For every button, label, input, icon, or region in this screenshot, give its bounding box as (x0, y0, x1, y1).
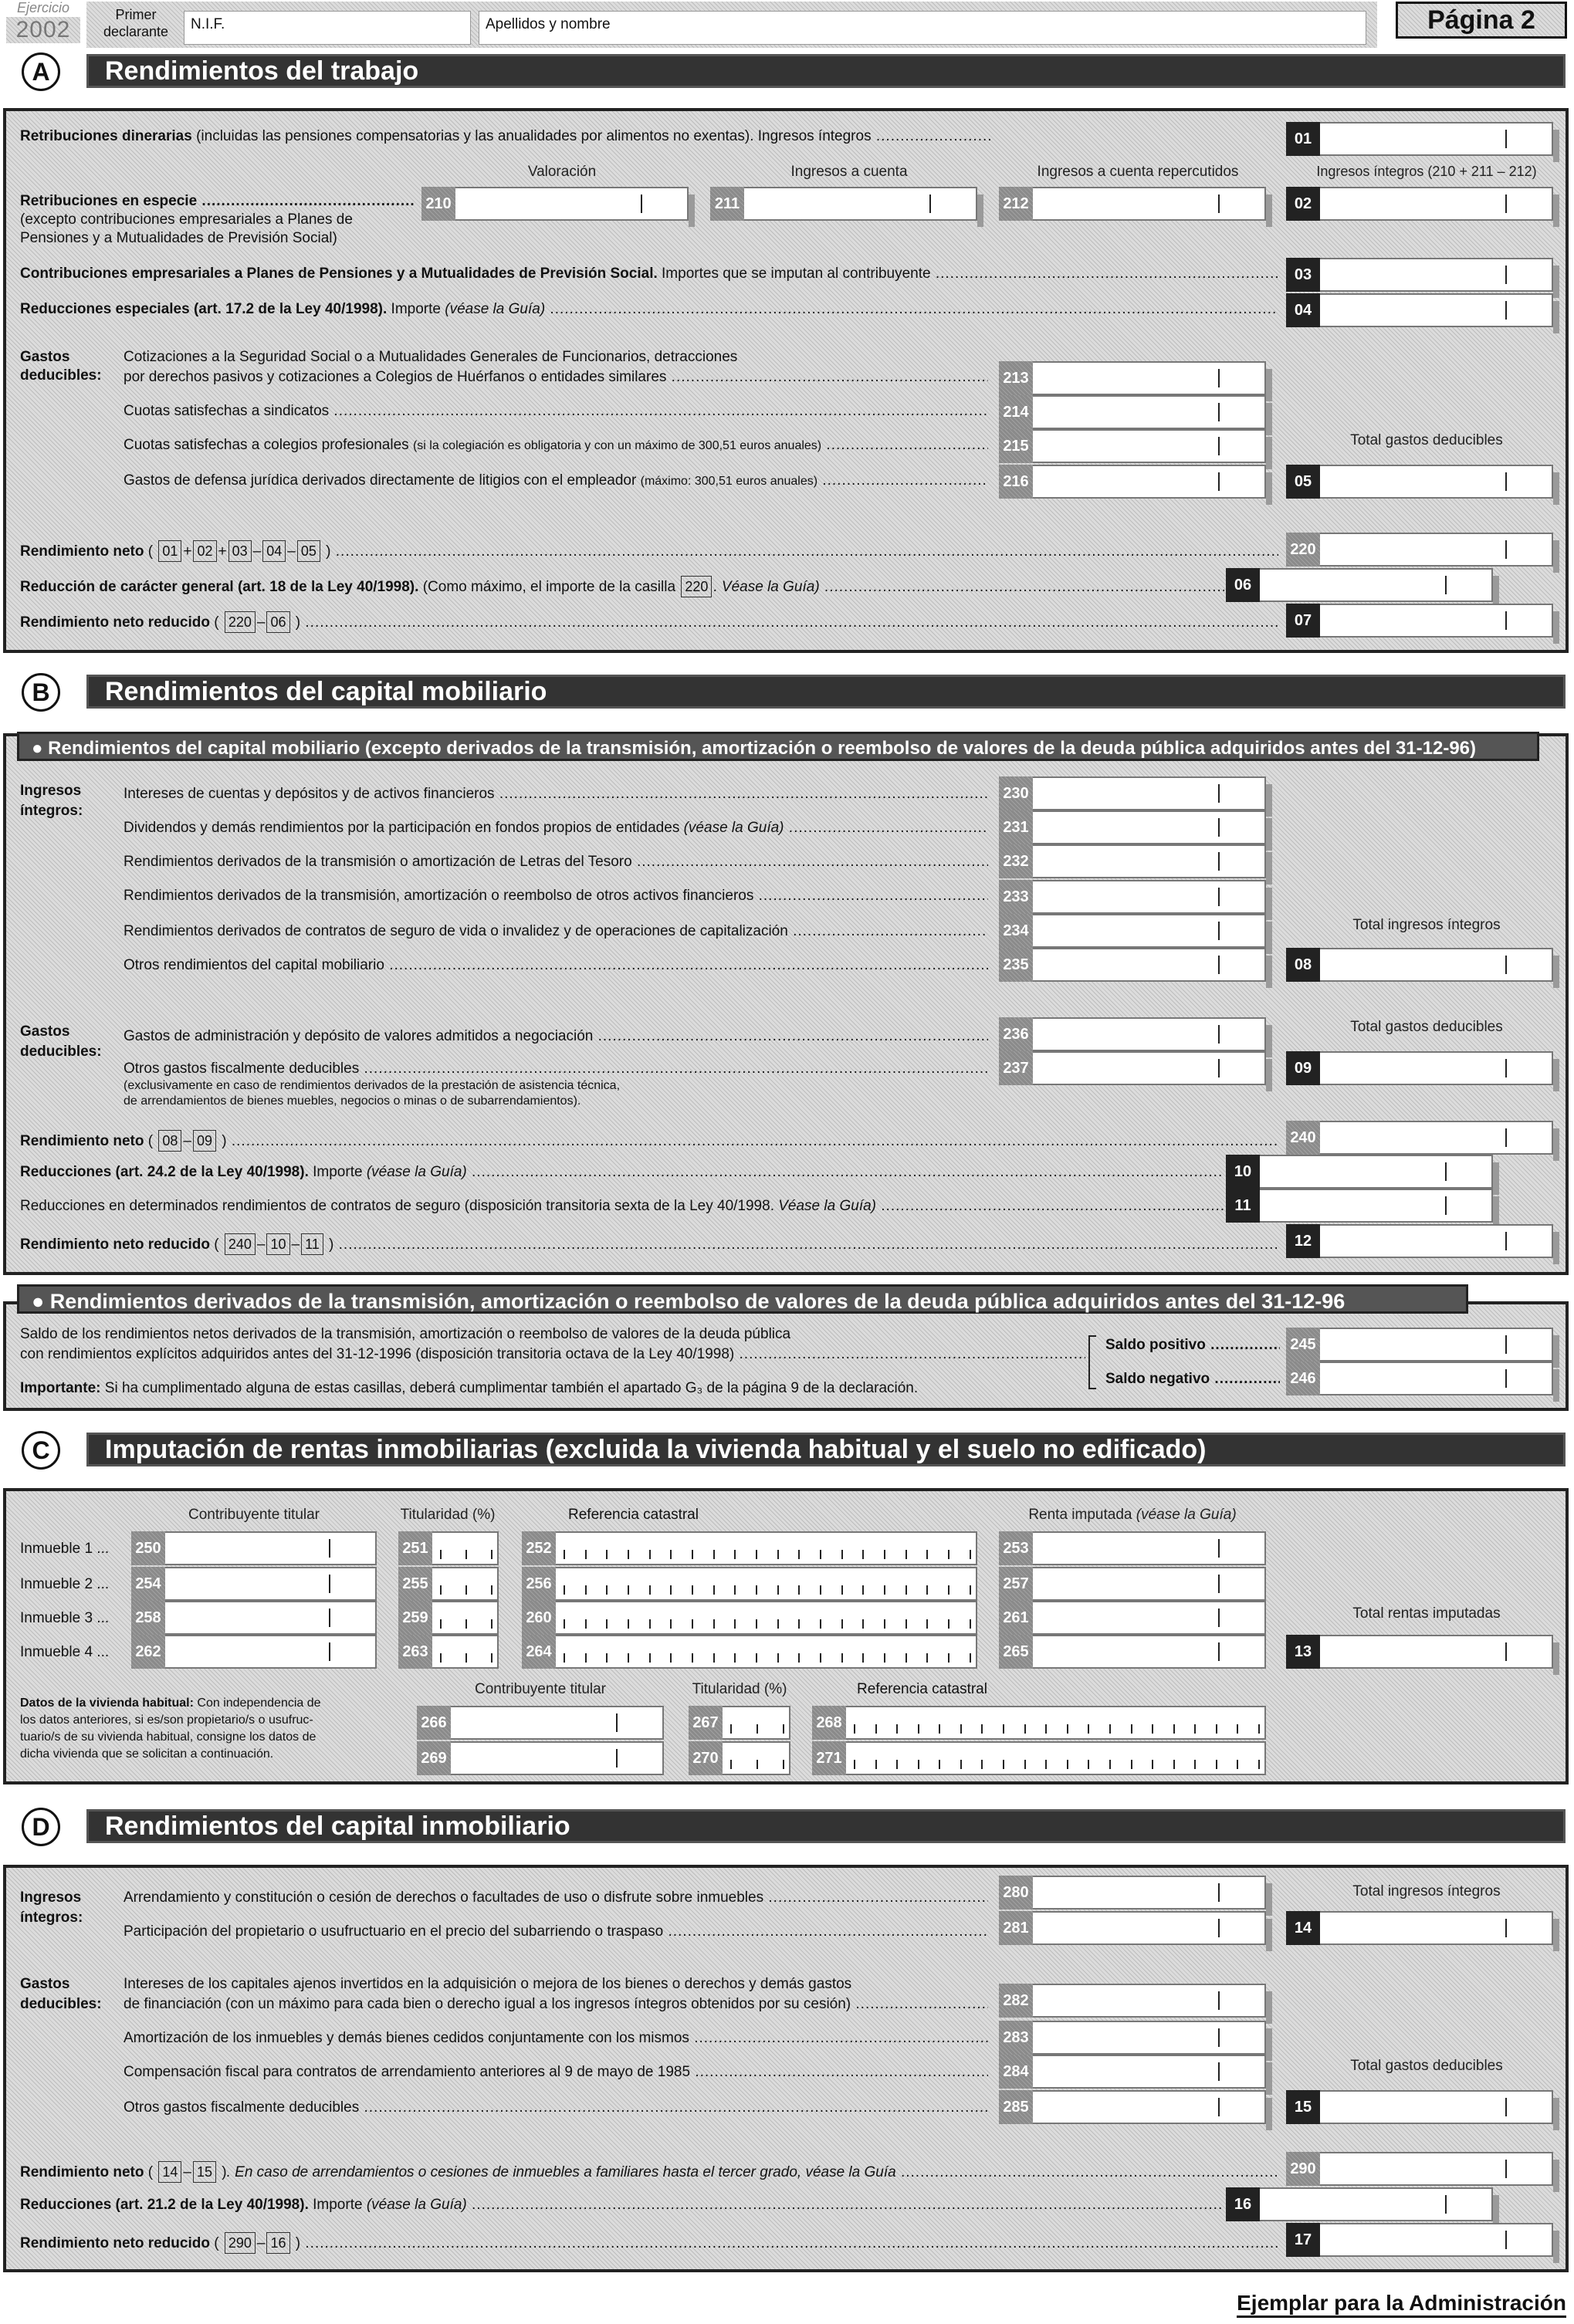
gasto-214-label: Cuotas satisfechas a sindicatos ..... (124, 403, 988, 420)
section-b-letter: B (22, 673, 60, 712)
casilla-282[interactable]: 282 (999, 1984, 1266, 2018)
rendimiento-neto-reducido-a-label: Rendimiento neto reducido ( 220 – 06 ) ..... (20, 611, 1278, 633)
section-a-letter: A (22, 52, 60, 91)
casilla-titularidad-3-code: 259 (398, 1601, 432, 1635)
reduccion-general-label: Reducción de carácter general (art. 18 de la Ley 40/1998). (Como máximo, el importe de la casilla 220 . Véase la Guía) ..... (20, 576, 1224, 597)
col-integros: Ingresos íntegros (210 + 211 – 212) (1316, 164, 1537, 179)
casilla-281[interactable]: 281 (999, 1911, 1266, 1945)
casilla-210[interactable]: 210 (421, 187, 689, 221)
casilla-titularidad-2[interactable] (398, 1567, 499, 1601)
ejercicio-year: 2002 (6, 17, 80, 43)
gasto-283-label: Amortización de los inmuebles y demás bienes cedidos conjuntamente con los mismos ..... (124, 2030, 988, 2047)
gasto-285-label: Otros gastos fiscalmente deducibles ..... (124, 2099, 988, 2116)
section-d-title: Rendimientos del capital inmobiliario (86, 1809, 1566, 1843)
casilla-ref-catastral-1-digit-ticks (564, 1550, 971, 1559)
rendimiento-neto-d-label: Rendimiento neto ( 14 – 15 ). En caso de arrendamientos o cesiones de inmuebles a familiares hasta el tercer grado, véase la Guía ..... (20, 2161, 1278, 2183)
casilla-280[interactable]: 280 (999, 1876, 1266, 1910)
ingresos-d-label-1: Ingresos (20, 1889, 82, 1906)
gasto-213-label-1: Cotizaciones a la Seguridad Social o a Mutualidades Generales de Funcionarios, detracciones (124, 349, 738, 365)
casilla-viv-titularidad-1[interactable] (689, 1706, 790, 1740)
casilla-renta-2[interactable] (999, 1567, 1266, 1601)
rendimiento-neto-b-label: Rendimiento neto ( 08 – 09 ) ..... (20, 1130, 1278, 1152)
gasto-282-label-2: de financiación (con un máximo para cada bien o derecho igual a los ingresos íntegros obtenidos por su cesión) ..... (124, 1996, 988, 2013)
inmueble-label-2: Inmueble 2 ... (20, 1576, 110, 1592)
casilla-ref-catastral-3-code: 260 (522, 1601, 556, 1635)
ingresos-label-2: íntegros: (20, 803, 83, 819)
reduc-especiales-label: Reducciones especiales (art. 17.2 de la Ley 40/1998). Importe (véase la Guía) ..... (20, 301, 1278, 318)
ejemplar-footer: Ejemplar para la Administración (1237, 2291, 1566, 2318)
saldo-negativo-label: Saldo negativo ..... (1105, 1371, 1280, 1388)
ingresos-d-label-2: íntegros: (20, 1910, 83, 1926)
section-d-letter: D (22, 1808, 60, 1846)
casilla-212[interactable]: 212 (999, 187, 1266, 221)
casilla-contribuyente-2-code: 254 (131, 1567, 165, 1601)
casilla-235[interactable]: 235 (999, 948, 1266, 982)
casilla-283[interactable]: 283 (999, 2021, 1266, 2055)
casilla-renta-3-code: 261 (999, 1601, 1033, 1635)
casilla-08[interactable]: 08 (1286, 948, 1553, 982)
casilla-ref-catastral-4-code: 264 (522, 1635, 556, 1669)
gasto-236-label: Gastos de administración y depósito de valores admitidos a negociación ..... (124, 1028, 988, 1045)
casilla-titularidad-4[interactable] (398, 1635, 499, 1669)
section-c-letter: C (22, 1431, 60, 1470)
casilla-titularidad-4-code: 263 (398, 1635, 432, 1669)
casilla-213[interactable]: 213 (999, 361, 1266, 395)
total-rentas-label: Total rentas imputadas (1352, 1605, 1501, 1622)
rendimiento-neto-reducido-b-label: Rendimiento neto reducido ( 240 – 10 – 11 ) ..... (20, 1233, 1278, 1255)
section-b-subtitle-2: ● Rendimientos derivados de la transmisión, amortización o reembolso de valores de la deuda pública adquiridos antes del 31-12-96 (17, 1284, 1468, 1314)
casilla-viv-contribuyente-1-code: 266 (417, 1706, 451, 1740)
casilla-16[interactable]: 16 (1226, 2187, 1493, 2221)
contrib-empresariales-label: Contribuciones empresariales a Planes de Pensiones y a Mutualidades de Previsión Social. Importes que se imputan al contribuyente ..... (20, 266, 1278, 282)
casilla-contribuyente-2[interactable] (131, 1567, 377, 1601)
casilla-ref-catastral-3[interactable] (522, 1601, 977, 1635)
section-b-header (22, 671, 1566, 712)
section-c-title: Imputación de rentas inmobiliarias (excluida la vivienda habitual y el suelo no edificado) (86, 1433, 1566, 1466)
saldo-bracket (1088, 1335, 1096, 1389)
casilla-titularidad-1[interactable] (398, 1531, 499, 1565)
casilla-ref-catastral-4[interactable] (522, 1635, 977, 1669)
casilla-ref-catastral-1[interactable] (522, 1531, 977, 1565)
casilla-contribuyente-4-code: 262 (131, 1635, 165, 1669)
section-a-title: Rendimientos del trabajo (86, 54, 1566, 88)
ingreso-232-label: Rendimientos derivados de la transmisión o amortización de Letras del Tesoro ..... (124, 854, 988, 871)
total-gastos-label-b: Total gastos deducibles (1350, 1019, 1503, 1035)
section-b-title: Rendimientos del capital mobiliario (86, 675, 1566, 709)
total-gastos-label-d: Total gastos deducibles (1350, 2058, 1503, 2074)
reducciones-b-label: Reducciones (art. 24.2 de la Ley 40/1998). Importe (véase la Guía) ..... (20, 1164, 1224, 1181)
casilla-09[interactable]: 09 (1286, 1051, 1553, 1085)
rendimiento-neto-a-label: Rendimiento neto ( 01 + 02 + 03 – 04 – 05 ) ..... (20, 540, 1278, 562)
casilla-234[interactable]: 234 (999, 914, 1266, 948)
casilla-290[interactable]: 290 (1286, 2152, 1553, 2186)
col-valoracion: Valoración (527, 164, 597, 180)
retrib-especie-note-2: Pensiones y a Mutualidades de Previsión Social) (20, 230, 337, 246)
casilla-contribuyente-1[interactable] (131, 1531, 377, 1565)
vivienda-note-2: los datos anteriores, si es/son propietario/s o usufruc- (20, 1713, 313, 1727)
retrib-especie-note-1: (excepto contribuciones empresariales a Planes de (20, 211, 353, 228)
casilla-titularidad-2-digit-ticks (440, 1585, 493, 1595)
casilla-contribuyente-1-code: 250 (131, 1531, 165, 1565)
casilla-viv-titularidad-2[interactable] (689, 1741, 790, 1775)
casilla-04[interactable]: 04 (1286, 293, 1553, 327)
ingreso-234-label: Rendimientos derivados de contratos de seguro de vida o invalidez y de operaciones de capitalización ..... (124, 923, 988, 940)
casilla-viv-ref-catastral-1-digit-ticks (854, 1724, 1260, 1734)
casilla-03[interactable]: 03 (1286, 258, 1553, 292)
total-ingresos-label-d: Total ingresos íntegros (1352, 1883, 1501, 1899)
casilla-titularidad-3[interactable] (398, 1601, 499, 1635)
casilla-211[interactable]: 211 (710, 187, 977, 221)
casilla-viv-ref-catastral-2-digit-ticks (854, 1760, 1260, 1769)
saldo-label-1: Saldo de los rendimientos netos derivados de la transmisión, amortización o reembolso de valores de la deuda pública (20, 1326, 791, 1342)
ejercicio-label: Ejercicio (16, 0, 70, 15)
casilla-renta-1[interactable] (999, 1531, 1266, 1565)
casilla-contribuyente-4[interactable] (131, 1635, 377, 1669)
casilla-233[interactable]: 233 (999, 880, 1266, 914)
casilla-214[interactable]: 214 (999, 395, 1266, 429)
page-header (0, 0, 1574, 49)
casilla-02[interactable]: 02 (1286, 187, 1553, 221)
casilla-viv-contribuyente-1[interactable] (417, 1706, 664, 1740)
primer-declarante-label: Primer declarante (103, 7, 169, 39)
casilla-renta-4[interactable] (999, 1635, 1266, 1669)
casilla-236[interactable]: 236 (999, 1017, 1266, 1051)
casilla-ref-catastral-4-digit-ticks (564, 1653, 971, 1663)
ingreso-235-label: Otros rendimientos del capital mobiliario ..... (124, 957, 988, 974)
casilla-285[interactable]: 285 (999, 2090, 1266, 2124)
ingreso-230-label: Intereses de cuentas y depósitos y de activos financieros ..... (124, 786, 988, 803)
casilla-titularidad-1-digit-ticks (440, 1550, 493, 1559)
casilla-240[interactable]: 240 (1286, 1121, 1553, 1155)
col-titularidad: Titularidad (%) (400, 1507, 496, 1523)
gastos-d-label-2: deducibles: (20, 1996, 102, 2012)
inmueble-label-3: Inmueble 3 ... (20, 1610, 110, 1626)
ingreso-231-label: Dividendos y demás rendimientos por la participación en fondos propios de entidades (véase la Guía) ..... (124, 820, 988, 837)
ingresos-label-1: Ingresos (20, 783, 82, 799)
casilla-01[interactable]: 01 (1286, 122, 1553, 156)
casilla-viv-contribuyente-2[interactable] (417, 1741, 664, 1775)
retrib-especie-label: Retribuciones en especie ..... (20, 193, 414, 210)
casilla-07[interactable]: 07 (1286, 604, 1553, 638)
saldo-label-2: con rendimientos explícitos adquiridos antes del 31-12-1996 (disposición transitoria octava de la Ley 40/1998) ..... (20, 1346, 1085, 1363)
reducciones-seguro-label: Reducciones en determinados rendimientos de contratos de seguro (disposición transitoria sexta de la Ley 40/1998. Véase la Guía) ..... (20, 1198, 1224, 1215)
gastos-b-label-1: Gastos (20, 1023, 70, 1040)
casilla-contribuyente-3[interactable] (131, 1601, 377, 1635)
casilla-237[interactable]: 237 (999, 1051, 1266, 1085)
nif-field[interactable]: N.I.F. (184, 11, 471, 45)
inmueble-label-4: Inmueble 4 ... (20, 1644, 110, 1660)
casilla-ref-catastral-1-code: 252 (522, 1531, 556, 1565)
declarante-box (86, 2, 1377, 48)
vivienda-note-3: tuario/s de su vivienda habitual, consigne los datos de (20, 1730, 316, 1744)
casilla-215[interactable]: 215 (999, 429, 1266, 463)
gastos-d-label-1: Gastos (20, 1976, 70, 1992)
casilla-11[interactable]: 11 (1226, 1189, 1493, 1223)
casilla-13[interactable]: 13 (1286, 1635, 1553, 1669)
casilla-14[interactable]: 14 (1286, 1911, 1553, 1945)
gastos-b-label-2: deducibles: (20, 1044, 102, 1060)
total-ingresos-label-b: Total ingresos íntegros (1352, 917, 1501, 933)
casilla-renta-4-code: 265 (999, 1635, 1033, 1669)
gasto-237-note-2: de arrendamientos de bienes muebles, negocios o minas o de subarrendamientos). (124, 1094, 581, 1108)
casilla-216[interactable]: 216 (999, 465, 1266, 499)
casilla-viv-contribuyente-2-code: 269 (417, 1741, 451, 1775)
col-viv-titularidad: Titularidad (%) (692, 1681, 787, 1697)
casilla-06[interactable]: 06 (1226, 568, 1493, 602)
casilla-ref-catastral-2[interactable] (522, 1567, 977, 1601)
section-b-subtitle-1: ● Rendimientos del capital mobiliario (excepto derivados de la transmisión, amortización o reembolso de valores de la deuda pública adquiridos antes del 31-12-96) (17, 732, 1539, 761)
total-gastos-label-a: Total gastos deducibles (1350, 432, 1503, 448)
casilla-ref-catastral-2-code: 256 (522, 1567, 556, 1601)
casilla-231[interactable]: 231 (999, 810, 1266, 844)
casilla-ref-catastral-3-digit-ticks (564, 1619, 971, 1629)
casilla-220[interactable]: 220 (1286, 533, 1553, 567)
inmueble-label-1: Inmueble 1 ... (20, 1541, 110, 1557)
casilla-renta-2-code: 257 (999, 1567, 1033, 1601)
col-repercutidos: Ingresos a cuenta repercutidos (1037, 164, 1239, 180)
rendimiento-neto-reducido-d-label: Rendimiento neto reducido ( 290 – 16 ) ..... (20, 2232, 1278, 2254)
importante-note: Importante: Si ha cumplimentado alguna de estas casillas, deberá cumplimentar también el apartado G₃ de la página 9 de la declaración. (20, 1380, 919, 1396)
gasto-215-label: Cuotas satisfechas a colegios profesionales (si la colegiación es obligatoria y con un máximo de 300,51 euros anuales) ..... (124, 437, 988, 454)
col-viv-contribuyente: Contribuyente titular (474, 1681, 607, 1697)
casilla-15[interactable]: 15 (1286, 2090, 1553, 2124)
casilla-245[interactable]: 245 (1286, 1328, 1553, 1362)
casilla-viv-ref-catastral-1[interactable] (812, 1706, 1266, 1740)
ingreso-281-label: Participación del propietario o usufructuario en el precio del subarriendo o traspaso ..... (124, 1923, 988, 1940)
col-contribuyente: Contribuyente titular (188, 1507, 320, 1523)
casilla-titularidad-2-code: 255 (398, 1567, 432, 1601)
casilla-232[interactable]: 232 (999, 844, 1266, 878)
col-renta-imputada: Renta imputada (véase la Guía) (1028, 1507, 1237, 1523)
casilla-titularidad-3-digit-ticks (440, 1619, 493, 1629)
gastos-label-1: Gastos (20, 349, 70, 365)
casilla-viv-ref-catastral-2[interactable] (812, 1741, 1266, 1775)
saldo-positivo-label: Saldo positivo ..... (1105, 1337, 1280, 1354)
casilla-05[interactable]: 05 (1286, 465, 1553, 499)
col-viv-ref-catastral: Referencia catastral (857, 1681, 987, 1697)
casilla-viv-titularidad-2-digit-ticks (730, 1760, 784, 1769)
casilla-titularidad-4-digit-ticks (440, 1653, 493, 1663)
casilla-10[interactable]: 10 (1226, 1155, 1493, 1189)
col-ref-catastral: Referencia catastral (568, 1507, 699, 1523)
casilla-viv-ref-catastral-2-code: 271 (812, 1741, 846, 1775)
casilla-renta-3[interactable] (999, 1601, 1266, 1635)
gasto-237-note-1: (exclusivamente en caso de rendimientos derivados de la prestación de asistencia técnica, (124, 1079, 621, 1092)
vivienda-note-1: Datos de la vivienda habitual: Con independencia de (20, 1696, 321, 1710)
casilla-renta-1-code: 253 (999, 1531, 1033, 1565)
section-d-header (22, 1806, 1566, 1846)
reducciones-d-label: Reducciones (art. 21.2 de la Ley 40/1998). Importe (véase la Guía) ..... (20, 2197, 1224, 2214)
casilla-12[interactable]: 12 (1286, 1224, 1553, 1258)
casilla-viv-titularidad-1-code: 267 (689, 1706, 723, 1740)
page-number: Página 2 (1396, 2, 1567, 39)
retrib-dinerarias-label: Retribuciones dinerarias (incluidas las pensiones compensatorias y las anualidades por alimentos no exentas). Ingresos íntegros ..... (20, 128, 993, 145)
casilla-17[interactable]: 17 (1286, 2223, 1553, 2257)
casilla-230[interactable]: 230 (999, 776, 1266, 810)
gasto-237-label: Otros gastos fiscalmente deducibles ..... (124, 1061, 988, 1077)
casilla-ref-catastral-2-digit-ticks (564, 1585, 971, 1595)
ingreso-233-label: Rendimientos derivados de la transmisión, amortización o reembolso de otros activos financieros ..... (124, 888, 988, 905)
casilla-contribuyente-3-code: 258 (131, 1601, 165, 1635)
ingreso-280-label: Arrendamiento y constitución o cesión de derechos o facultades de uso o disfrute sobre inmuebles ..... (124, 1889, 988, 1906)
apellidos-field[interactable]: Apellidos y nombre (479, 11, 1366, 45)
casilla-246[interactable]: 246 (1286, 1362, 1553, 1395)
gasto-282-label-1: Intereses de los capitales ajenos invertidos en la adquisición o mejora de los bienes o derechos y demás gastos (124, 1976, 852, 1992)
casilla-viv-titularidad-1-digit-ticks (730, 1724, 784, 1734)
gastos-label-2: deducibles: (20, 367, 102, 384)
vivienda-note-4: dicha vivienda que se solicitan a continuación. (20, 1747, 274, 1761)
gasto-284-label: Compensación fiscal para contratos de arrendamiento anteriores al 9 de mayo de 1985 ..... (124, 2064, 988, 2081)
casilla-284[interactable]: 284 (999, 2055, 1266, 2089)
casilla-viv-titularidad-2-code: 270 (689, 1741, 723, 1775)
casilla-titularidad-1-code: 251 (398, 1531, 432, 1565)
section-a-header (22, 51, 1566, 91)
col-ingresos-cuenta: Ingresos a cuenta (790, 164, 908, 180)
section-c-header (22, 1429, 1566, 1470)
gasto-216-label: Gastos de defensa jurídica derivados directamente de litigios con el empleador (máximo: 300,51 euros anuales) ..... (124, 472, 988, 489)
casilla-viv-ref-catastral-1-code: 268 (812, 1706, 846, 1740)
gasto-213-label-2: por derechos pasivos y cotizaciones a Colegios de Huérfanos o entidades similares ..... (124, 369, 988, 386)
